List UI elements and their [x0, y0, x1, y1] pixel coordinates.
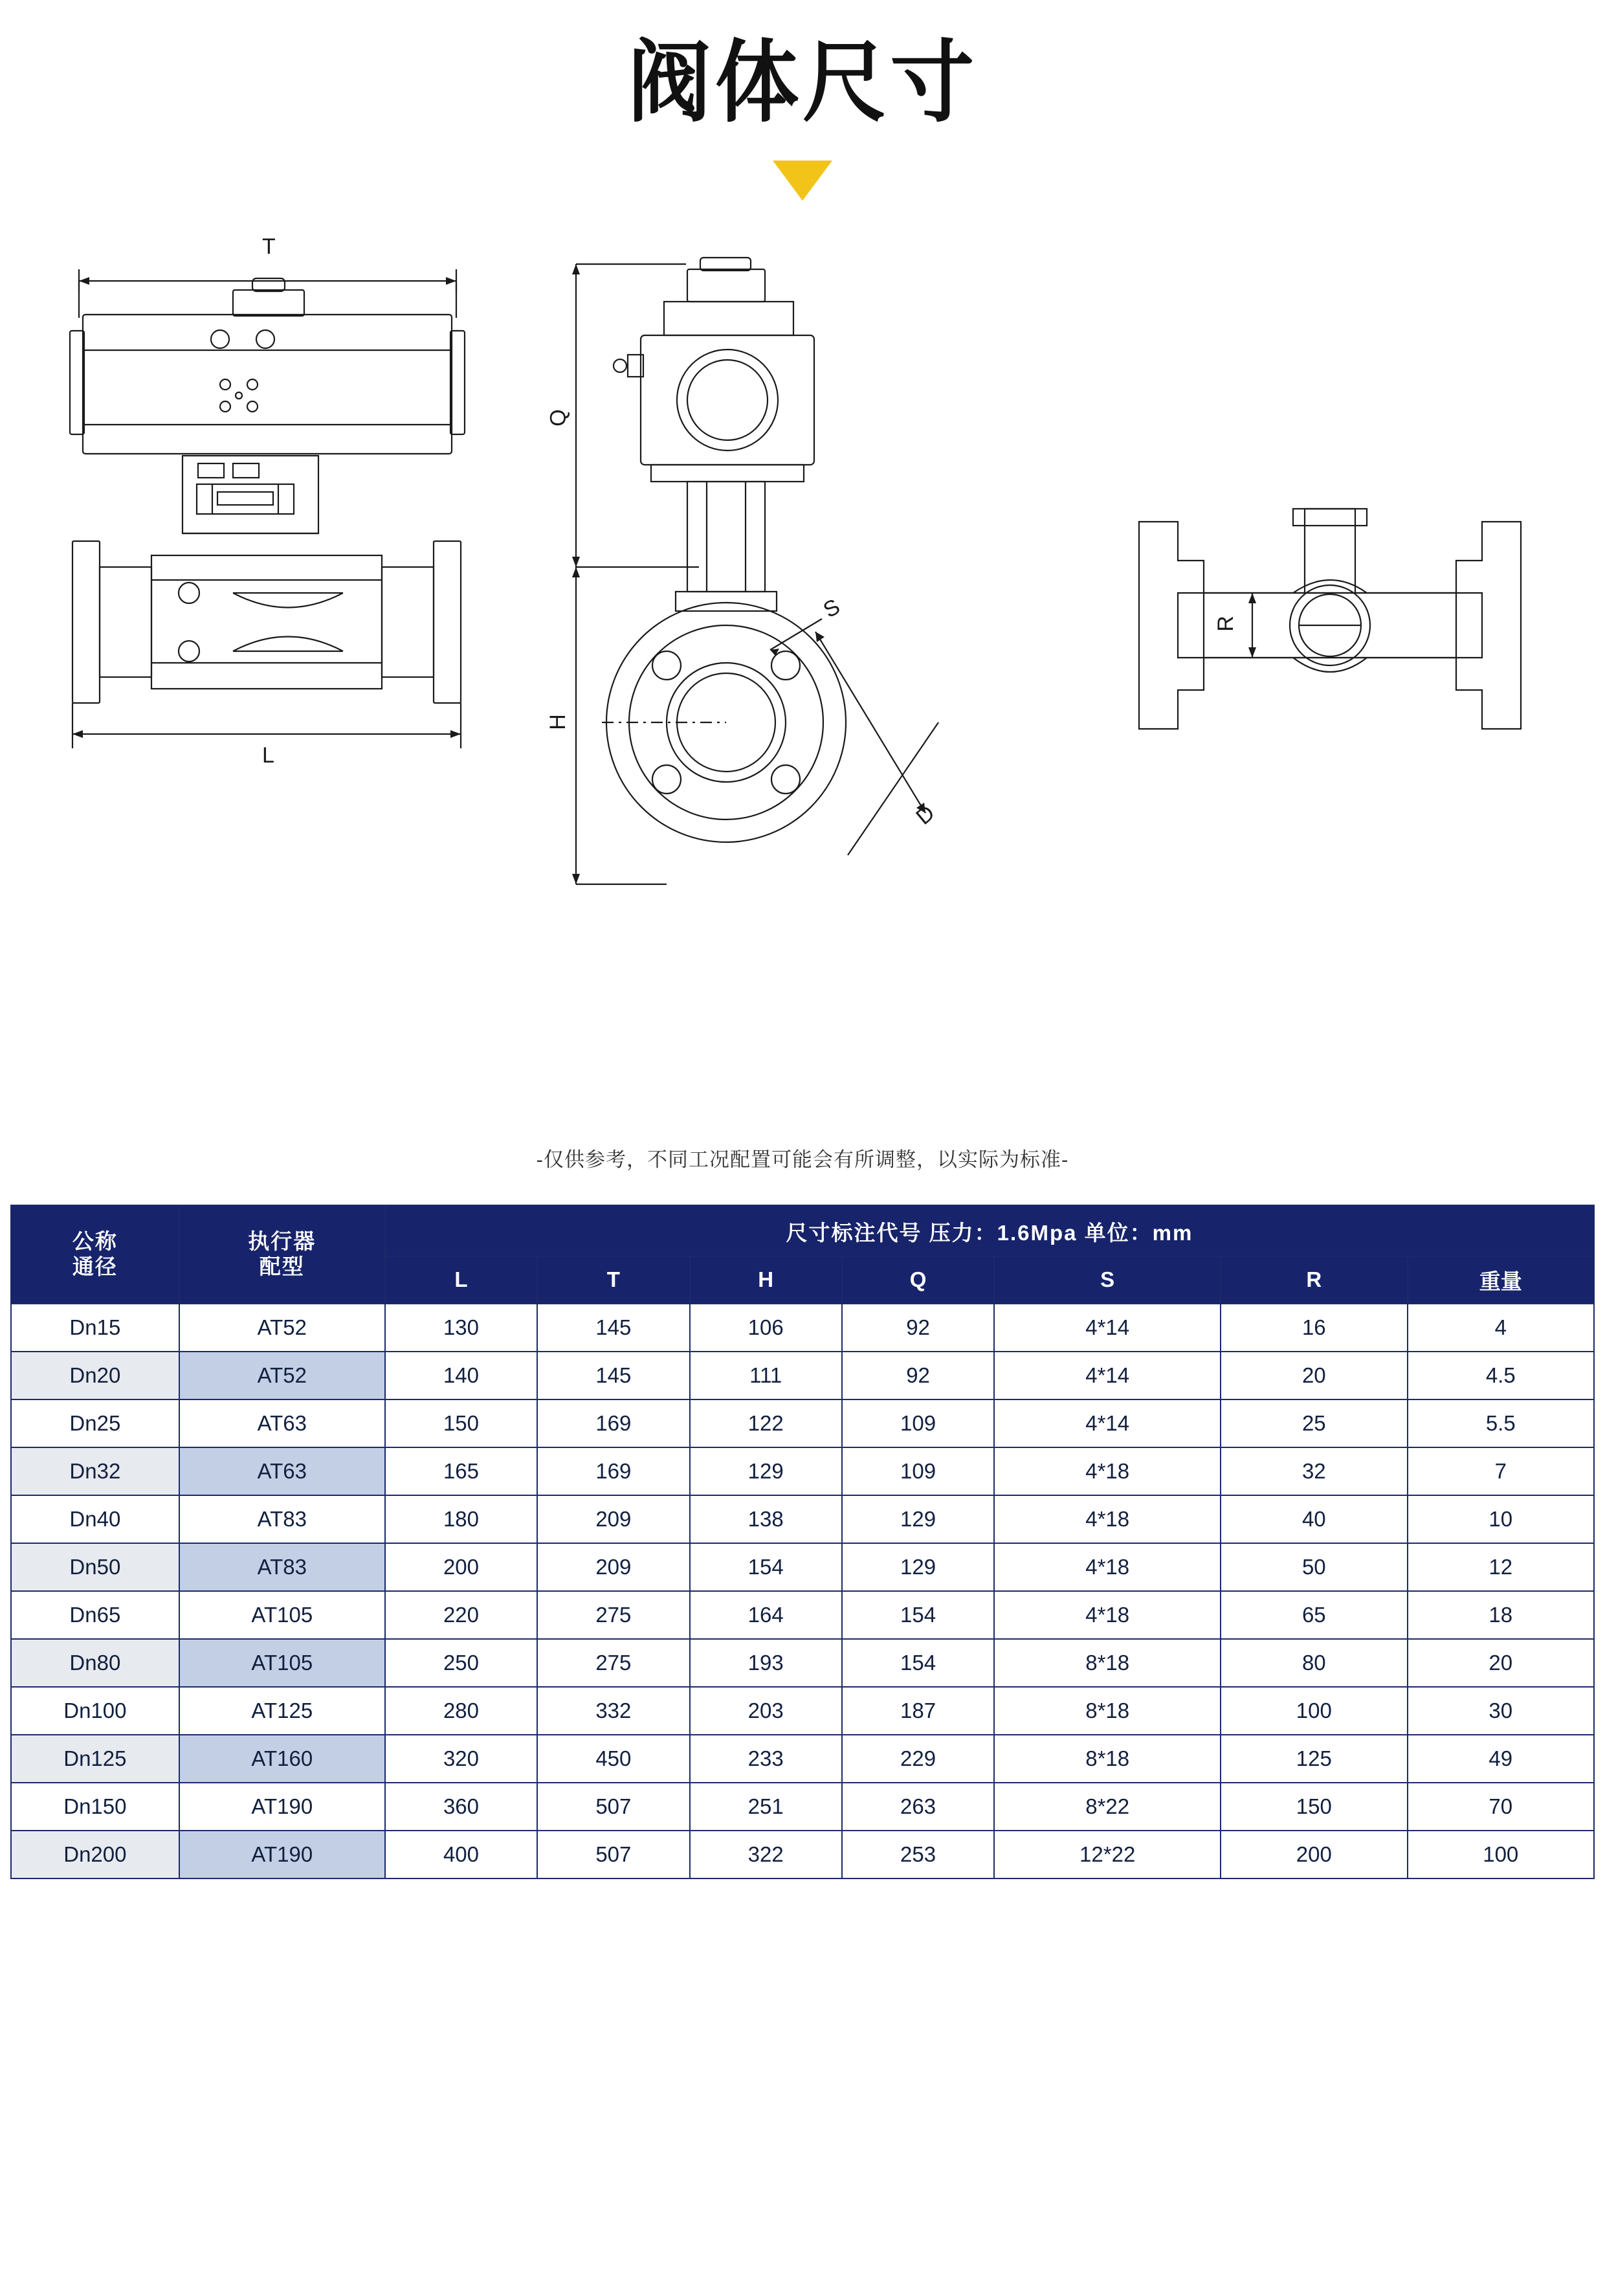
cell-weight: 30	[1408, 1687, 1595, 1735]
cell-S: 4*14	[994, 1304, 1221, 1352]
cell-dn: Dn50	[11, 1543, 179, 1591]
cell-L: 400	[385, 1831, 537, 1878]
cell-L: 130	[385, 1304, 537, 1352]
cell-Q: 154	[842, 1591, 994, 1639]
cell-S: 12*22	[994, 1831, 1221, 1878]
header-nominal-diameter-line1: 公称	[72, 1229, 118, 1253]
table-row	[11, 1304, 1594, 1352]
cell-H: 164	[690, 1591, 842, 1639]
cell-T: 169	[537, 1399, 689, 1447]
cell-L: 150	[385, 1399, 537, 1447]
cell-S: 4*14	[994, 1399, 1221, 1447]
cell-L: 220	[385, 1591, 537, 1639]
cell-H: 138	[690, 1495, 842, 1543]
drawing-front-view	[39, 230, 505, 942]
cell-dn: Dn125	[11, 1735, 179, 1783]
dimension-label-S: S	[819, 594, 845, 623]
table-row	[11, 1447, 1594, 1495]
dimension-label-L: L	[262, 742, 274, 768]
cell-weight: 49	[1408, 1735, 1595, 1783]
cell-T: 209	[537, 1495, 689, 1543]
drawing-section-view	[1120, 496, 1540, 832]
table-row	[11, 1783, 1594, 1831]
cell-dn: Dn25	[11, 1399, 179, 1447]
header-col-L: L	[385, 1256, 537, 1304]
table-row	[11, 1352, 1594, 1399]
cell-dn: Dn40	[11, 1495, 179, 1543]
table-row	[11, 1831, 1594, 1878]
cell-Q: 154	[842, 1639, 994, 1687]
cell-H: 106	[690, 1304, 842, 1352]
cell-R: 25	[1221, 1399, 1407, 1447]
cell-H: 154	[690, 1543, 842, 1591]
header-col-Q: Q	[842, 1256, 994, 1304]
cell-weight: 20	[1408, 1639, 1595, 1687]
cell-S: 8*18	[994, 1735, 1221, 1783]
cell-Q: 129	[842, 1495, 994, 1543]
header-col-S: S	[994, 1256, 1221, 1304]
page-title: 阀体尺寸	[627, 30, 978, 135]
dimension-label-H: H	[545, 714, 570, 730]
cell-R: 32	[1221, 1447, 1407, 1495]
spec-table-wrapper	[10, 1205, 1595, 1879]
cell-act: AT52	[179, 1304, 385, 1352]
header-col-H: H	[690, 1256, 842, 1304]
spec-table-body	[11, 1304, 1594, 1878]
cell-Q: 187	[842, 1687, 994, 1735]
spec-table	[10, 1205, 1595, 1879]
triangle-down-icon	[773, 161, 832, 201]
table-row	[11, 1687, 1594, 1735]
cell-weight: 70	[1408, 1783, 1595, 1831]
cell-weight: 100	[1408, 1831, 1595, 1878]
table-row	[11, 1495, 1594, 1543]
cell-S: 4*14	[994, 1352, 1221, 1399]
header-nominal-diameter	[11, 1205, 179, 1304]
cell-R: 16	[1221, 1304, 1407, 1352]
cell-dn: Dn200	[11, 1831, 179, 1878]
drawing-side-view	[537, 230, 1068, 994]
cell-R: 150	[1221, 1783, 1407, 1831]
header-dimension-banner: 尺寸标注代号 压力：1.6Mpa 单位：mm	[385, 1205, 1594, 1256]
cell-R: 125	[1221, 1735, 1407, 1783]
cell-dn: Dn100	[11, 1687, 179, 1735]
cell-S: 8*18	[994, 1639, 1221, 1687]
cell-Q: 109	[842, 1399, 994, 1447]
cell-act: AT63	[179, 1399, 385, 1447]
cell-L: 250	[385, 1639, 537, 1687]
cell-L: 360	[385, 1783, 537, 1831]
cell-S: 8*18	[994, 1687, 1221, 1735]
dimension-label-Q: Q	[546, 409, 571, 427]
cell-L: 320	[385, 1735, 537, 1783]
cell-dn: Dn80	[11, 1639, 179, 1687]
technical-drawings	[0, 217, 1605, 1137]
cell-H: 322	[690, 1831, 842, 1878]
cell-H: 111	[690, 1352, 842, 1399]
cell-dn: Dn150	[11, 1783, 179, 1831]
cell-act: AT63	[179, 1447, 385, 1495]
cell-act: AT190	[179, 1831, 385, 1878]
header-actuator-model-line2: 配型	[259, 1254, 305, 1278]
cell-S: 4*18	[994, 1447, 1221, 1495]
cell-act: AT125	[179, 1687, 385, 1735]
header-col-R: R	[1221, 1256, 1407, 1304]
cell-Q: 129	[842, 1543, 994, 1591]
cell-L: 140	[385, 1352, 537, 1399]
cell-R: 65	[1221, 1591, 1407, 1639]
cell-Q: 253	[842, 1831, 994, 1878]
cell-R: 40	[1221, 1495, 1407, 1543]
cell-L: 165	[385, 1447, 537, 1495]
cell-T: 145	[537, 1304, 689, 1352]
cell-T: 507	[537, 1831, 689, 1878]
dimension-label-D: D	[911, 800, 940, 830]
cell-act: AT105	[179, 1591, 385, 1639]
table-row	[11, 1543, 1594, 1591]
cell-S: 4*18	[994, 1495, 1221, 1543]
dimension-label-T: T	[262, 234, 276, 259]
cell-H: 203	[690, 1687, 842, 1735]
table-row	[11, 1399, 1594, 1447]
cell-act: AT190	[179, 1783, 385, 1831]
page-header	[0, 0, 1605, 201]
cell-R: 20	[1221, 1352, 1407, 1399]
cell-act: AT105	[179, 1639, 385, 1687]
cell-T: 209	[537, 1543, 689, 1591]
table-row	[11, 1591, 1594, 1639]
header-actuator-model	[179, 1205, 385, 1304]
cell-weight: 4.5	[1408, 1352, 1595, 1399]
cell-weight: 7	[1408, 1447, 1595, 1495]
table-row	[11, 1735, 1594, 1783]
disclaimer-note: -仅供参考，不同工况配置可能会有所调整，以实际为标准-	[536, 1148, 1069, 1171]
cell-act: AT83	[179, 1495, 385, 1543]
cell-L: 280	[385, 1687, 537, 1735]
cell-weight: 12	[1408, 1543, 1595, 1591]
cell-weight: 10	[1408, 1495, 1595, 1543]
cell-S: 8*22	[994, 1783, 1221, 1831]
cell-H: 122	[690, 1399, 842, 1447]
dimension-label-R: R	[1213, 616, 1238, 632]
cell-act: AT52	[179, 1352, 385, 1399]
header-col-weight: 重量	[1408, 1256, 1595, 1304]
cell-Q: 92	[842, 1304, 994, 1352]
cell-act: AT160	[179, 1735, 385, 1783]
cell-T: 275	[537, 1639, 689, 1687]
cell-act: AT83	[179, 1543, 385, 1591]
cell-T: 332	[537, 1687, 689, 1735]
cell-H: 129	[690, 1447, 842, 1495]
header-actuator-model-line1: 执行器	[248, 1229, 316, 1253]
cell-T: 145	[537, 1352, 689, 1399]
cell-T: 450	[537, 1735, 689, 1783]
cell-Q: 263	[842, 1783, 994, 1831]
cell-dn: Dn20	[11, 1352, 179, 1399]
header-col-T: T	[537, 1256, 689, 1304]
cell-R: 80	[1221, 1639, 1407, 1687]
cell-Q: 92	[842, 1352, 994, 1399]
cell-T: 275	[537, 1591, 689, 1639]
cell-R: 50	[1221, 1543, 1407, 1591]
cell-dn: Dn15	[11, 1304, 179, 1352]
cell-L: 180	[385, 1495, 537, 1543]
cell-H: 233	[690, 1735, 842, 1783]
cell-dn: Dn65	[11, 1591, 179, 1639]
cell-weight: 5.5	[1408, 1399, 1595, 1447]
cell-L: 200	[385, 1543, 537, 1591]
cell-weight: 18	[1408, 1591, 1595, 1639]
header-nominal-diameter-line2: 通径	[72, 1254, 118, 1278]
cell-R: 100	[1221, 1687, 1407, 1735]
cell-H: 193	[690, 1639, 842, 1687]
cell-weight: 4	[1408, 1304, 1595, 1352]
cell-S: 4*18	[994, 1591, 1221, 1639]
cell-H: 251	[690, 1783, 842, 1831]
cell-T: 507	[537, 1783, 689, 1831]
cell-T: 169	[537, 1447, 689, 1495]
cell-Q: 109	[842, 1447, 994, 1495]
cell-S: 4*18	[994, 1543, 1221, 1591]
cell-dn: Dn32	[11, 1447, 179, 1495]
cell-Q: 229	[842, 1735, 994, 1783]
table-row	[11, 1639, 1594, 1687]
cell-R: 200	[1221, 1831, 1407, 1878]
